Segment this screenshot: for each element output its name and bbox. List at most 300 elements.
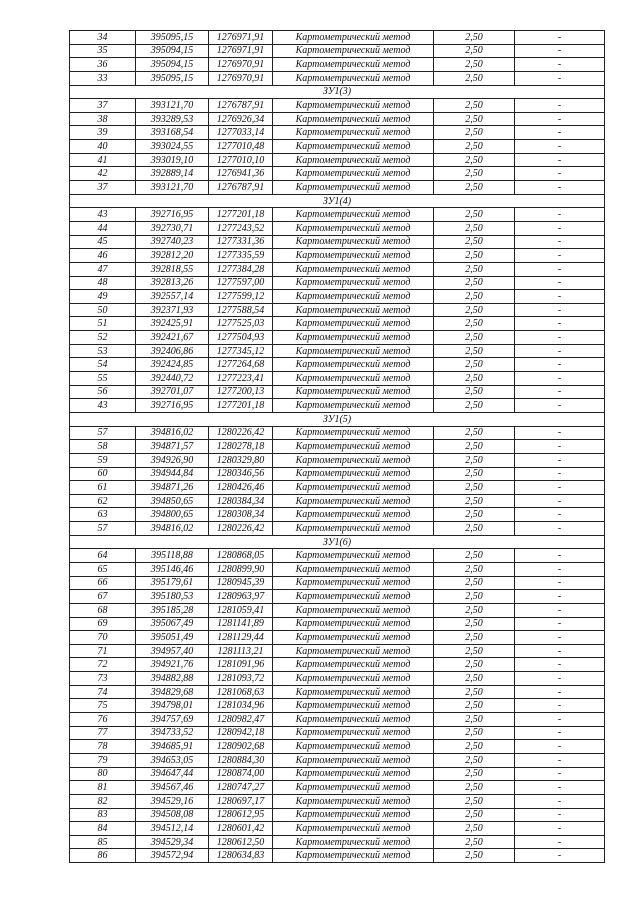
coord-y-cell: 1280346,56 (209, 467, 273, 481)
description-cell: - (515, 276, 605, 290)
method-cell: Картометрический метод (273, 590, 434, 604)
description-cell: - (515, 235, 605, 249)
accuracy-cell: 2,50 (434, 617, 515, 631)
method-cell: Картометрический метод (273, 249, 434, 263)
description-cell: - (515, 794, 605, 808)
accuracy-cell: 2,50 (434, 713, 515, 727)
point-number-cell: 43 (70, 399, 136, 413)
accuracy-cell: 2,50 (434, 494, 515, 508)
coord-y-cell: 1280329,80 (209, 453, 273, 467)
description-cell: - (515, 590, 605, 604)
point-number-cell: 80 (70, 767, 136, 781)
coord-x-cell: 392371,93 (136, 303, 209, 317)
accuracy-cell: 2,50 (434, 781, 515, 795)
method-cell: Картометрический метод (273, 658, 434, 672)
coord-y-cell: 1277201,18 (209, 208, 273, 222)
coord-y-cell: 1280697,17 (209, 794, 273, 808)
accuracy-cell: 2,50 (434, 685, 515, 699)
coord-x-cell: 394653,05 (136, 753, 209, 767)
point-number-cell: 85 (70, 835, 136, 849)
method-cell: Картометрический метод (273, 685, 434, 699)
description-cell: - (515, 112, 605, 126)
description-cell: - (515, 31, 605, 45)
table-row (70, 276, 605, 290)
table-row (70, 753, 605, 767)
coord-y-cell: 1277200,13 (209, 385, 273, 399)
table-row (70, 440, 605, 454)
description-cell: - (515, 140, 605, 154)
description-cell: - (515, 835, 605, 849)
table-row (70, 617, 605, 631)
accuracy-cell: 2,50 (434, 740, 515, 754)
coord-x-cell: 392889,14 (136, 167, 209, 181)
description-cell: - (515, 358, 605, 372)
accuracy-cell: 2,50 (434, 467, 515, 481)
point-number-cell: 33 (70, 71, 136, 85)
point-number-cell: 73 (70, 672, 136, 686)
coord-y-cell: 1280634,83 (209, 849, 273, 863)
point-number-cell: 67 (70, 590, 136, 604)
table-row (70, 71, 605, 85)
description-cell: - (515, 726, 605, 740)
coord-x-cell: 395095,15 (136, 71, 209, 85)
table-row (70, 822, 605, 836)
description-cell: - (515, 440, 605, 454)
point-number-cell: 38 (70, 112, 136, 126)
point-number-cell: 83 (70, 808, 136, 822)
coord-y-cell: 1281059,41 (209, 603, 273, 617)
description-cell: - (515, 126, 605, 140)
method-cell: Картометрический метод (273, 385, 434, 399)
coord-x-cell: 392557,14 (136, 290, 209, 304)
accuracy-cell: 2,50 (434, 126, 515, 140)
method-cell: Картометрический метод (273, 644, 434, 658)
description-cell: - (515, 508, 605, 522)
coord-y-cell: 1280884,30 (209, 753, 273, 767)
description-cell: - (515, 672, 605, 686)
coord-y-cell: 1277335,59 (209, 249, 273, 263)
point-number-cell: 60 (70, 467, 136, 481)
coord-x-cell: 395094,15 (136, 44, 209, 58)
coord-y-cell: 1280226,42 (209, 426, 273, 440)
accuracy-cell: 2,50 (434, 140, 515, 154)
description-cell: - (515, 331, 605, 345)
accuracy-cell: 2,50 (434, 508, 515, 522)
table-row (70, 372, 605, 386)
table-row (70, 140, 605, 154)
accuracy-cell: 2,50 (434, 440, 515, 454)
coord-x-cell: 393024,55 (136, 140, 209, 154)
method-cell: Картометрический метод (273, 494, 434, 508)
coord-x-cell: 394829,68 (136, 685, 209, 699)
method-cell: Картометрический метод (273, 522, 434, 536)
table-row (70, 562, 605, 576)
method-cell: Картометрический метод (273, 290, 434, 304)
description-cell: - (515, 290, 605, 304)
table-row (70, 726, 605, 740)
method-cell: Картометрический метод (273, 167, 434, 181)
coord-x-cell: 394957,40 (136, 644, 209, 658)
method-cell: Картометрический метод (273, 699, 434, 713)
table-row (70, 590, 605, 604)
coord-y-cell: 1277599,12 (209, 290, 273, 304)
description-cell: - (515, 481, 605, 495)
coord-x-cell: 392424,85 (136, 358, 209, 372)
coord-y-cell: 1276787,91 (209, 181, 273, 195)
table-row (70, 508, 605, 522)
accuracy-cell: 2,50 (434, 522, 515, 536)
table-row (70, 658, 605, 672)
coord-x-cell: 394529,34 (136, 835, 209, 849)
accuracy-cell: 2,50 (434, 603, 515, 617)
point-number-cell: 41 (70, 153, 136, 167)
method-cell: Картометрический метод (273, 631, 434, 645)
table-row (70, 781, 605, 795)
method-cell: Картометрический метод (273, 822, 434, 836)
point-number-cell: 82 (70, 794, 136, 808)
section-header-row (70, 535, 605, 549)
coord-y-cell: 1277504,93 (209, 331, 273, 345)
coord-x-cell: 394572,94 (136, 849, 209, 863)
accuracy-cell: 2,50 (434, 235, 515, 249)
coord-y-cell: 1280942,18 (209, 726, 273, 740)
point-number-cell: 37 (70, 99, 136, 113)
point-number-cell: 86 (70, 849, 136, 863)
table-row (70, 631, 605, 645)
description-cell: - (515, 644, 605, 658)
table-row (70, 153, 605, 167)
method-cell: Картометрический метод (273, 221, 434, 235)
description-cell: - (515, 685, 605, 699)
accuracy-cell: 2,50 (434, 849, 515, 863)
coord-x-cell: 394882,88 (136, 672, 209, 686)
point-number-cell: 48 (70, 276, 136, 290)
coordinates-table (69, 30, 605, 863)
accuracy-cell: 2,50 (434, 303, 515, 317)
coord-y-cell: 1280945,39 (209, 576, 273, 590)
table-row (70, 467, 605, 481)
method-cell: Картометрический метод (273, 71, 434, 85)
coord-y-cell: 1281113,21 (209, 644, 273, 658)
table-row (70, 167, 605, 181)
coord-y-cell: 1277201,18 (209, 399, 273, 413)
coord-x-cell: 394567,46 (136, 781, 209, 795)
accuracy-cell: 2,50 (434, 276, 515, 290)
method-cell: Картометрический метод (273, 508, 434, 522)
coord-x-cell: 394647,44 (136, 767, 209, 781)
accuracy-cell: 2,50 (434, 358, 515, 372)
coord-y-cell: 1280874,00 (209, 767, 273, 781)
coord-x-cell: 394816,02 (136, 426, 209, 440)
section-title: ЗУ1(4) (70, 194, 605, 208)
coord-y-cell: 1280308,34 (209, 508, 273, 522)
point-number-cell: 37 (70, 181, 136, 195)
point-number-cell: 57 (70, 522, 136, 536)
point-number-cell: 76 (70, 713, 136, 727)
table-row (70, 494, 605, 508)
point-number-cell: 46 (70, 249, 136, 263)
coord-x-cell: 392701,07 (136, 385, 209, 399)
accuracy-cell: 2,50 (434, 644, 515, 658)
coord-y-cell: 1277223,41 (209, 372, 273, 386)
accuracy-cell: 2,50 (434, 767, 515, 781)
accuracy-cell: 2,50 (434, 181, 515, 195)
accuracy-cell: 2,50 (434, 112, 515, 126)
point-number-cell: 79 (70, 753, 136, 767)
coord-x-cell: 395185,28 (136, 603, 209, 617)
coord-y-cell: 1276971,91 (209, 44, 273, 58)
method-cell: Картометрический метод (273, 235, 434, 249)
table-row (70, 713, 605, 727)
section-title: ЗУ1(3) (70, 85, 605, 99)
description-cell: - (515, 399, 605, 413)
point-number-cell: 63 (70, 508, 136, 522)
coord-y-cell: 1276970,91 (209, 58, 273, 72)
coord-x-cell: 394871,57 (136, 440, 209, 454)
coord-y-cell: 1280902,68 (209, 740, 273, 754)
table-row (70, 31, 605, 45)
method-cell: Картометрический метод (273, 126, 434, 140)
point-number-cell: 42 (70, 167, 136, 181)
coord-y-cell: 1276787,91 (209, 99, 273, 113)
table-row (70, 385, 605, 399)
point-number-cell: 72 (70, 658, 136, 672)
description-cell: - (515, 99, 605, 113)
table-row (70, 303, 605, 317)
description-cell: - (515, 753, 605, 767)
coord-x-cell: 395094,15 (136, 58, 209, 72)
point-number-cell: 74 (70, 685, 136, 699)
method-cell: Картометрический метод (273, 672, 434, 686)
coord-x-cell: 393168,54 (136, 126, 209, 140)
accuracy-cell: 2,50 (434, 262, 515, 276)
method-cell: Картометрический метод (273, 358, 434, 372)
coord-x-cell: 392716,95 (136, 399, 209, 413)
accuracy-cell: 2,50 (434, 576, 515, 590)
description-cell: - (515, 262, 605, 276)
table-row (70, 522, 605, 536)
coord-y-cell: 1276970,91 (209, 71, 273, 85)
point-number-cell: 49 (70, 290, 136, 304)
coord-x-cell: 394871,26 (136, 481, 209, 495)
point-number-cell: 53 (70, 344, 136, 358)
accuracy-cell: 2,50 (434, 385, 515, 399)
accuracy-cell: 2,50 (434, 481, 515, 495)
coord-y-cell: 1277331,36 (209, 235, 273, 249)
coord-x-cell: 394798,01 (136, 699, 209, 713)
accuracy-cell: 2,50 (434, 317, 515, 331)
coord-y-cell: 1277033,14 (209, 126, 273, 140)
description-cell: - (515, 767, 605, 781)
point-number-cell: 40 (70, 140, 136, 154)
coord-x-cell: 395095,15 (136, 31, 209, 45)
point-number-cell: 75 (70, 699, 136, 713)
accuracy-cell: 2,50 (434, 699, 515, 713)
coord-x-cell: 392440,72 (136, 372, 209, 386)
point-number-cell: 34 (70, 31, 136, 45)
method-cell: Картометрический метод (273, 331, 434, 345)
method-cell: Картометрический метод (273, 726, 434, 740)
coord-y-cell: 1280601,42 (209, 822, 273, 836)
accuracy-cell: 2,50 (434, 794, 515, 808)
coord-x-cell: 393289,53 (136, 112, 209, 126)
section-header-row (70, 85, 605, 99)
accuracy-cell: 2,50 (434, 71, 515, 85)
table-row (70, 99, 605, 113)
coord-y-cell: 1277243,52 (209, 221, 273, 235)
table-row (70, 549, 605, 563)
point-number-cell: 68 (70, 603, 136, 617)
coord-x-cell: 394757,69 (136, 713, 209, 727)
description-cell: - (515, 71, 605, 85)
table-row (70, 481, 605, 495)
description-cell: - (515, 453, 605, 467)
coord-y-cell: 1280278,18 (209, 440, 273, 454)
coordinates-table-body (70, 31, 605, 863)
accuracy-cell: 2,50 (434, 822, 515, 836)
method-cell: Картометрический метод (273, 467, 434, 481)
table-row (70, 331, 605, 345)
point-number-cell: 78 (70, 740, 136, 754)
accuracy-cell: 2,50 (434, 658, 515, 672)
coord-y-cell: 1280426,46 (209, 481, 273, 495)
description-cell: - (515, 303, 605, 317)
method-cell: Картометрический метод (273, 344, 434, 358)
coord-x-cell: 394926,90 (136, 453, 209, 467)
description-cell: - (515, 562, 605, 576)
method-cell: Картометрический метод (273, 58, 434, 72)
point-number-cell: 50 (70, 303, 136, 317)
point-number-cell: 55 (70, 372, 136, 386)
description-cell: - (515, 849, 605, 863)
accuracy-cell: 2,50 (434, 453, 515, 467)
description-cell: - (515, 603, 605, 617)
table-row (70, 112, 605, 126)
coord-x-cell: 392818,55 (136, 262, 209, 276)
method-cell: Картометрический метод (273, 808, 434, 822)
coord-x-cell: 395180,53 (136, 590, 209, 604)
method-cell: Картометрический метод (273, 372, 434, 386)
method-cell: Картометрический метод (273, 603, 434, 617)
coord-y-cell: 1276971,91 (209, 31, 273, 45)
method-cell: Картометрический метод (273, 713, 434, 727)
table-row (70, 849, 605, 863)
coord-x-cell: 392730,71 (136, 221, 209, 235)
coord-y-cell: 1280982,47 (209, 713, 273, 727)
accuracy-cell: 2,50 (434, 631, 515, 645)
accuracy-cell: 2,50 (434, 590, 515, 604)
coord-y-cell: 1280612,50 (209, 835, 273, 849)
description-cell: - (515, 808, 605, 822)
table-row (70, 426, 605, 440)
method-cell: Картометрический метод (273, 781, 434, 795)
method-cell: Картометрический метод (273, 181, 434, 195)
method-cell: Картометрический метод (273, 208, 434, 222)
accuracy-cell: 2,50 (434, 99, 515, 113)
coord-x-cell: 395146,46 (136, 562, 209, 576)
table-row (70, 290, 605, 304)
coord-x-cell: 392425,91 (136, 317, 209, 331)
method-cell: Картометрический метод (273, 740, 434, 754)
description-cell: - (515, 344, 605, 358)
description-cell: - (515, 617, 605, 631)
method-cell: Картометрический метод (273, 262, 434, 276)
coord-y-cell: 1277010,48 (209, 140, 273, 154)
coord-y-cell: 1281034,96 (209, 699, 273, 713)
point-number-cell: 71 (70, 644, 136, 658)
method-cell: Картометрический метод (273, 31, 434, 45)
table-row (70, 317, 605, 331)
coord-x-cell: 394944,84 (136, 467, 209, 481)
method-cell: Картометрический метод (273, 576, 434, 590)
coord-x-cell: 392740,23 (136, 235, 209, 249)
method-cell: Картометрический метод (273, 753, 434, 767)
description-cell: - (515, 549, 605, 563)
point-number-cell: 51 (70, 317, 136, 331)
table-row (70, 358, 605, 372)
method-cell: Картометрический метод (273, 481, 434, 495)
coord-y-cell: 1277264,68 (209, 358, 273, 372)
coord-y-cell: 1280963,97 (209, 590, 273, 604)
description-cell: - (515, 372, 605, 386)
point-number-cell: 47 (70, 262, 136, 276)
table-row (70, 208, 605, 222)
description-cell: - (515, 781, 605, 795)
point-number-cell: 81 (70, 781, 136, 795)
coord-y-cell: 1280899,90 (209, 562, 273, 576)
coord-x-cell: 394512,14 (136, 822, 209, 836)
accuracy-cell: 2,50 (434, 372, 515, 386)
table-row (70, 181, 605, 195)
coord-x-cell: 395067,49 (136, 617, 209, 631)
accuracy-cell: 2,50 (434, 208, 515, 222)
coord-y-cell: 1277525,03 (209, 317, 273, 331)
point-number-cell: 66 (70, 576, 136, 590)
table-row (70, 344, 605, 358)
description-cell: - (515, 58, 605, 72)
point-number-cell: 45 (70, 235, 136, 249)
description-cell: - (515, 467, 605, 481)
point-number-cell: 61 (70, 481, 136, 495)
coord-y-cell: 1281093,72 (209, 672, 273, 686)
coord-y-cell: 1276941,36 (209, 167, 273, 181)
accuracy-cell: 2,50 (434, 58, 515, 72)
coord-x-cell: 392813,26 (136, 276, 209, 290)
table-row (70, 644, 605, 658)
coord-y-cell: 1277345,12 (209, 344, 273, 358)
coord-y-cell: 1281129,44 (209, 631, 273, 645)
description-cell: - (515, 208, 605, 222)
coord-x-cell: 392421,67 (136, 331, 209, 345)
table-row (70, 399, 605, 413)
method-cell: Картометрический метод (273, 453, 434, 467)
coord-y-cell: 1280226,42 (209, 522, 273, 536)
point-number-cell: 69 (70, 617, 136, 631)
document-page (69, 30, 598, 863)
accuracy-cell: 2,50 (434, 31, 515, 45)
point-number-cell: 43 (70, 208, 136, 222)
table-row (70, 835, 605, 849)
accuracy-cell: 2,50 (434, 399, 515, 413)
method-cell: Картометрический метод (273, 317, 434, 331)
point-number-cell: 64 (70, 549, 136, 563)
accuracy-cell: 2,50 (434, 221, 515, 235)
coord-x-cell: 393019,10 (136, 153, 209, 167)
point-number-cell: 77 (70, 726, 136, 740)
description-cell: - (515, 44, 605, 58)
table-row (70, 235, 605, 249)
coord-x-cell: 393121,70 (136, 181, 209, 195)
